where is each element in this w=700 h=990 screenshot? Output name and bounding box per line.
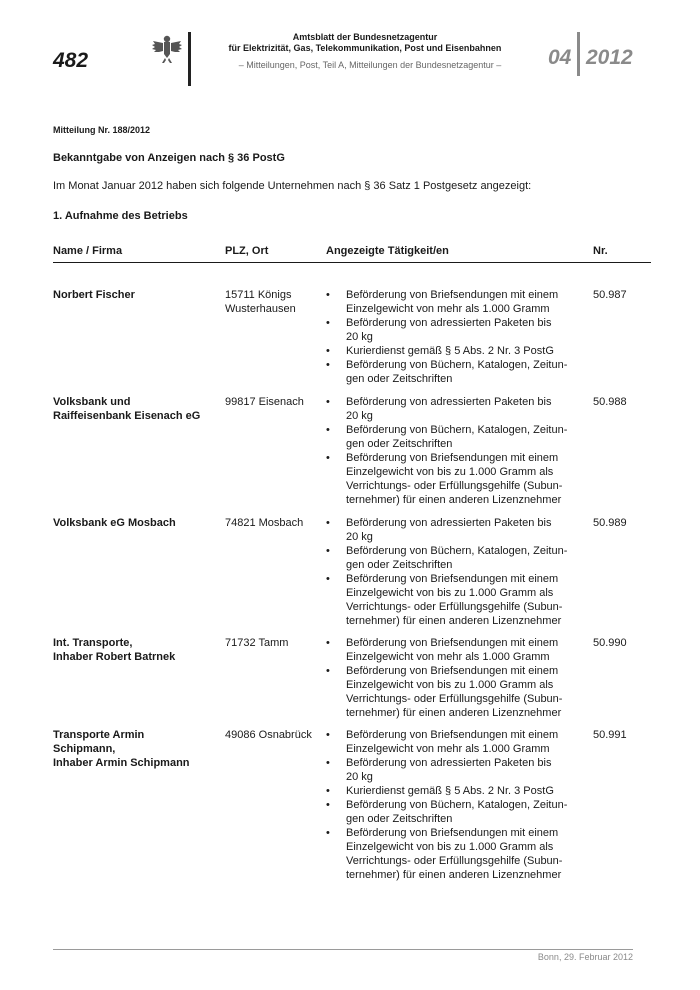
footer-date: Bonn, 29. Februar 2012 xyxy=(537,952,633,962)
postal-location: 74821 Mosbach xyxy=(225,517,304,529)
notice-number: Mitteilung Nr. 188/2012 xyxy=(53,125,151,135)
activity-item: • Beförderung von adressierten Paketen bis 20 kg xyxy=(326,756,588,784)
activity-list xyxy=(326,636,588,720)
activity-item: • Beförderung von Büchern, Katalogen, Zeitun- gen oder Zeitschriften xyxy=(326,544,588,572)
postal-location: 99817 Eisenach xyxy=(225,396,304,408)
issue-divider xyxy=(577,32,580,76)
section-heading: 1. Aufnahme des Betriebs xyxy=(53,210,188,222)
postal-location: 71732 Tamm xyxy=(225,637,289,649)
registration-number: 50.989 xyxy=(593,517,627,529)
notice-intro: Im Monat Januar 2012 haben sich folgende Unternehmen nach § 36 Satz 1 Postgesetz angezeigt: xyxy=(53,180,532,192)
column-header-name: Name / Firma xyxy=(53,245,123,257)
gazette-title-line2: für Elektrizität, Gas, Telekommunikation, Post und Eisenbahnen xyxy=(228,43,502,53)
footer-rule xyxy=(53,949,633,950)
column-header-plz: PLZ, Ort xyxy=(225,245,269,257)
table-header-rule xyxy=(53,262,651,263)
activity-list xyxy=(326,728,588,882)
registration-number: 50.987 xyxy=(593,289,627,301)
registration-number: 50.991 xyxy=(593,729,627,741)
activity-item: • Beförderung von adressierten Paketen bis 20 kg xyxy=(326,395,588,423)
page-number: 482 xyxy=(53,49,89,72)
company-name: Volksbank eG Mosbach xyxy=(53,517,176,529)
issue-year: 2012 xyxy=(586,46,633,69)
activity-list xyxy=(326,516,588,628)
notice-title: Bekanntgabe von Anzeigen nach § 36 PostG xyxy=(53,152,285,164)
activity-item: • Beförderung von Büchern, Katalogen, Zeitun- gen oder Zeitschriften xyxy=(326,423,588,451)
activity-item: • Beförderung von Briefsendungen mit einem Einzelgewicht von bis zu 1.000 Gramm als Verrichtungs- oder Erfüllungsgehilfe (Subun- ternehmer) für einen anderen Lizenznehmer xyxy=(326,664,588,720)
activity-list xyxy=(326,288,588,386)
activity-item: • Beförderung von Büchern, Katalogen, Zeitun- gen oder Zeitschriften xyxy=(326,798,588,826)
activity-list xyxy=(326,395,588,507)
activity-item: • Kurierdienst gemäß § 5 Abs. 2 Nr. 3 PostG xyxy=(326,784,588,798)
federal-eagle-icon xyxy=(150,32,184,66)
header-divider xyxy=(188,32,191,86)
gazette-subtitle: – Mitteilungen, Post, Teil A, Mitteilungen der Bundesnetzagentur – xyxy=(238,60,502,70)
activity-item: • Beförderung von Briefsendungen mit einem Einzelgewicht von bis zu 1.000 Gramm als Verrichtungs- oder Erfüllungsgehilfe (Subun- ternehmer) für einen anderen Lizenznehmer xyxy=(326,572,588,628)
activity-item: • Beförderung von adressierten Paketen bis 20 kg xyxy=(326,516,588,544)
column-header-nr: Nr. xyxy=(593,245,608,257)
registration-number: 50.988 xyxy=(593,396,627,408)
registration-number: 50.990 xyxy=(593,637,627,649)
postal-location: 49086 Osnabrück xyxy=(225,729,312,741)
activity-item: • Beförderung von Briefsendungen mit einem Einzelgewicht von mehr als 1.000 Gramm xyxy=(326,728,588,756)
activity-item: • Beförderung von Büchern, Katalogen, Zeitun- gen oder Zeitschriften xyxy=(326,358,588,386)
activity-item: • Beförderung von Briefsendungen mit einem Einzelgewicht von bis zu 1.000 Gramm als Verrichtungs- oder Erfüllungsgehilfe (Subun- ternehmer) für einen anderen Lizenznehmer xyxy=(326,826,588,882)
activity-item: • Beförderung von Briefsendungen mit einem Einzelgewicht von mehr als 1.000 Gramm xyxy=(326,288,588,316)
activity-item: • Beförderung von Briefsendungen mit einem Einzelgewicht von bis zu 1.000 Gramm als Verrichtungs- oder Erfüllungsgehilfe (Subun- ternehmer) für einen anderen Lizenznehmer xyxy=(326,451,588,507)
gazette-title-line1: Amtsblatt der Bundesnetzagentur xyxy=(292,32,438,42)
company-name: Int. Transporte, Inhaber Robert Batrnek xyxy=(53,637,176,663)
activity-item: • Kurierdienst gemäß § 5 Abs. 2 Nr. 3 PostG xyxy=(326,344,588,358)
postal-location: 15711 Königs Wusterhausen xyxy=(225,289,296,315)
company-name: Volksbank und Raiffeisenbank Eisenach eG xyxy=(53,396,201,422)
company-name: Norbert Fischer xyxy=(53,289,135,301)
activity-item: • Beförderung von Briefsendungen mit einem Einzelgewicht von mehr als 1.000 Gramm xyxy=(326,636,588,664)
issue-number: 04 xyxy=(548,46,572,69)
activity-item: • Beförderung von adressierten Paketen bis 20 kg xyxy=(326,316,588,344)
column-header-activity: Angezeigte Tätigkeit/en xyxy=(326,245,449,257)
company-name: Transporte Armin Schipmann, Inhaber Armin Schipmann xyxy=(53,729,190,769)
